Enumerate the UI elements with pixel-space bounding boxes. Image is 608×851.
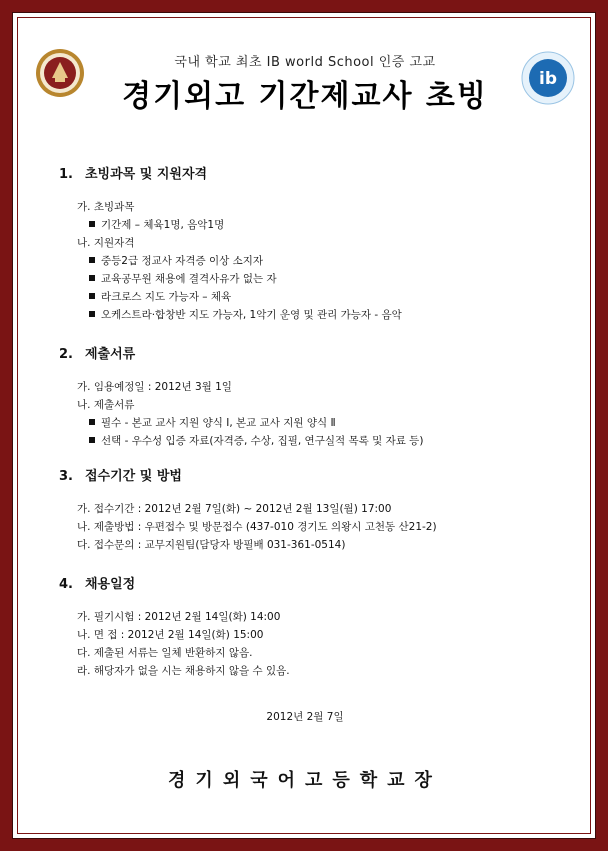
list-item-text: 나. 제출방법 : 우편접수 및 방문접수 (437-010 경기도 의왕시 고천동 산21-2) — [77, 521, 437, 533]
list-item — [77, 501, 391, 516]
list-item-text: 가. 임용예정일 : 2012년 3월 1일 — [77, 381, 232, 393]
list-item — [77, 663, 290, 678]
list-item — [89, 307, 402, 322]
list-item — [89, 253, 263, 268]
list-item-text: 가. 필기시험 : 2012년 2월 14일(화) 14:00 — [77, 611, 281, 623]
list-item-text: 나. 제출서류 — [77, 399, 135, 411]
section-heading — [59, 465, 182, 484]
page-subtitle: 국내 학교 최초 IB world School 인증 고교 — [174, 55, 436, 70]
square-bullet-icon — [89, 311, 95, 317]
square-bullet-icon — [89, 257, 95, 263]
page-title: 경기외고 기간제교사 초빙 — [122, 79, 488, 114]
square-bullet-icon — [89, 221, 95, 227]
list-item — [77, 379, 232, 394]
list-item-text: 나. 지원자격 — [77, 237, 135, 249]
list-item — [77, 519, 437, 534]
list-item-text: 나. 면 접 : 2012년 2월 14일(화) 15:00 — [77, 629, 264, 641]
square-bullet-icon — [89, 437, 95, 443]
list-item — [89, 271, 277, 286]
signature: 경기외국어고등학교장 — [168, 770, 442, 791]
list-item — [77, 645, 253, 660]
list-item — [77, 609, 280, 624]
list-item-text: 다. 접수문의 : 교무지원팀(담당자 방필배 031-361-0514) — [77, 539, 346, 551]
ib-logo-text: ib — [539, 69, 557, 89]
square-bullet-icon — [89, 293, 95, 299]
notice-date: 2012년 2월 7일 — [266, 711, 344, 723]
list-item — [89, 289, 231, 304]
document-page — [12, 12, 596, 839]
section-number: 3. — [59, 469, 73, 484]
list-item-text: 기간제 – 체육1명, 음악1명 — [101, 219, 225, 231]
list-item-text: 오케스트라·합창반 지도 가능자, 1악기 운영 및 관리 가능자 - 음악 — [101, 309, 402, 321]
list-item-text: 중등2급 정교사 자격증 이상 소지자 — [101, 255, 264, 267]
square-bullet-icon — [89, 419, 95, 425]
list-item — [77, 397, 134, 412]
section-heading — [59, 343, 135, 362]
list-item — [77, 627, 263, 642]
section-heading — [59, 163, 207, 182]
section-number: 4. — [59, 577, 73, 592]
list-item-text: 라크로스 지도 가능자 – 체육 — [101, 291, 232, 303]
list-item — [89, 415, 336, 430]
list-item — [77, 537, 345, 552]
list-item — [77, 235, 134, 250]
list-item-text: 필수 - 본교 교사 지원 양식 Ⅰ, 본교 교사 지원 양식 Ⅱ — [101, 417, 336, 429]
list-item-text: 교육공무원 채용에 결격사유가 없는 자 — [101, 273, 277, 285]
list-item-text: 가. 초빙과목 — [77, 201, 135, 213]
list-item-text: 가. 접수기간 : 2012년 2월 7일(화) ~ 2012년 2월 13일(월) 17:00 — [77, 503, 392, 515]
list-item-text: 라. 해당자가 없을 시는 채용하지 않을 수 있음. — [77, 665, 290, 677]
list-item — [89, 433, 423, 448]
section-heading — [59, 573, 135, 592]
list-item-text: 다. 제출된 서류는 일체 반환하지 않음. — [77, 647, 253, 659]
square-bullet-icon — [89, 275, 95, 281]
section-number: 2. — [59, 347, 73, 362]
section-number: 1. — [59, 167, 73, 182]
section-title: 채용일정 — [85, 577, 136, 592]
section-title: 초빙과목 및 지원자격 — [85, 167, 208, 182]
list-item — [77, 199, 134, 214]
section-title: 제출서류 — [85, 347, 136, 362]
list-item — [89, 217, 224, 232]
list-item-text: 선택 - 우수성 입증 자료(자격증, 수상, 집필, 연구실적 목록 및 자료 등) — [101, 435, 424, 447]
section-title: 접수기간 및 방법 — [85, 469, 182, 484]
